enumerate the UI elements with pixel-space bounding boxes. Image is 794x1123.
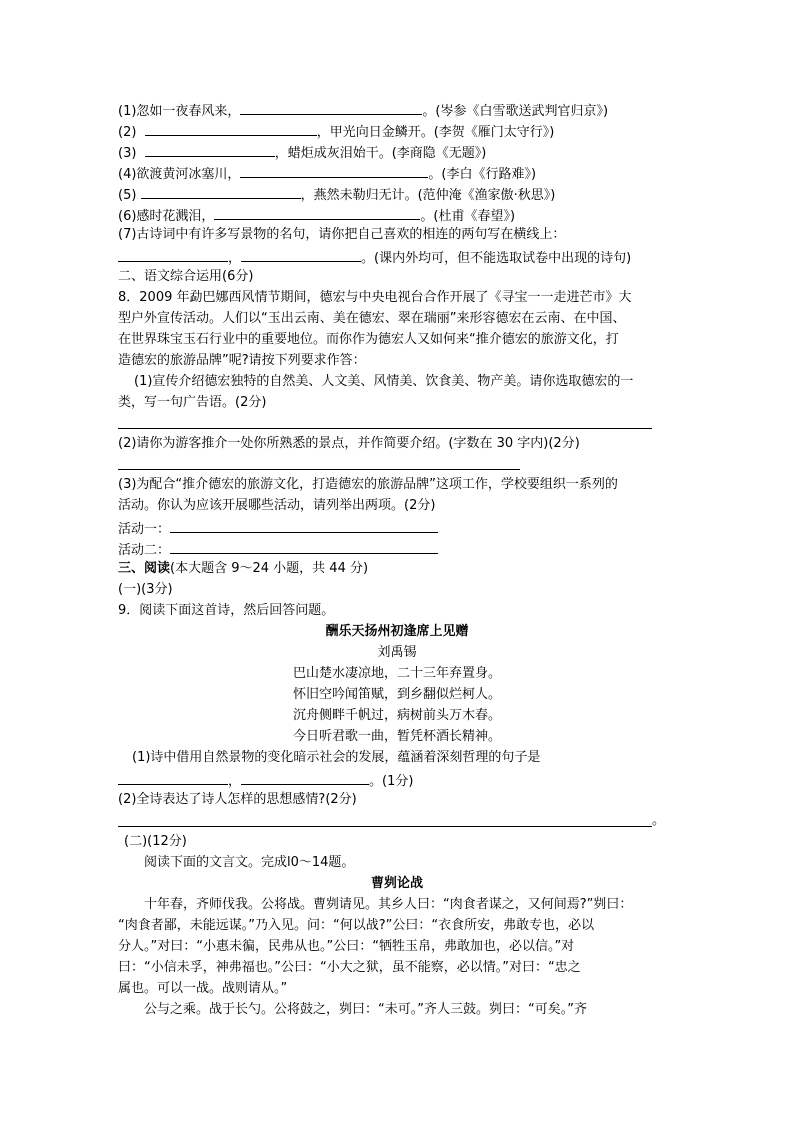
answer-blank[interactable] [118,248,228,262]
answer-blank[interactable] [240,101,422,115]
answer-line[interactable] [118,826,652,827]
activity-2 [118,540,438,559]
section-3-heading [118,561,368,577]
fill-in-question-4 [118,164,536,183]
question-source: 。(李白《行路难》) [428,167,537,182]
fill-in-question-3 [118,143,486,162]
question-number: (2) [118,125,137,140]
answer-blank[interactable] [241,248,361,262]
answer-blank[interactable] [141,185,301,199]
question-9-1: (1)诗中借用自然景物的变化暗示社会的发展，蕴涵着深刻哲理的句子是 [132,750,541,765]
section-3-heading-bold: 三、阅读 [118,561,171,576]
question-8-1-line: 类，写一句广告语。(2分) [118,395,267,410]
answer-line[interactable] [118,428,652,429]
question-number: (5) [118,188,137,203]
answer-blank[interactable] [240,164,428,178]
question-9-2: (2)全诗表达了诗人怎样的思想感情?(2分) [118,792,357,807]
poem-title: 酬乐天扬州初逢席上见赠 [325,624,469,639]
activity-label: 活动二： [118,543,171,558]
answer-line-end: 。 [652,813,666,828]
answer-blank[interactable] [170,519,438,533]
question-text: (1)忽如一夜春风来， [118,104,241,119]
question-source: ，燕然未勒归无计。(范仲淹《渔家傲·秋思》) [300,188,556,203]
fill-in-question-2 [118,122,554,141]
activity-1 [118,519,438,538]
question-8-line: 型户外宣传活动。人们以“玉出云南、美在德宏、翠在瑞丽”来形容德宏在云南、在中国、 [118,311,626,326]
question-8-line: 在世界珠宝玉石行业中的重要地位。而你作为德宏人又如何来“推介德宏的旅游文化，打 [118,332,619,347]
answer-blank[interactable] [214,206,420,220]
question-text: (6)感时花溅泪， [118,209,215,224]
prose-line: 曰：“小信未孚，神弗福也。”公曰：“小大之狱，虽不能察，必以情。”对曰：“忠之 [118,960,581,975]
question-8-line: 造德宏的旅游品牌”呢?请按下列要求作答： [118,353,366,368]
question-9: 9．阅读下面这首诗，然后回答问题。 [118,603,335,618]
part-2-heading: (二)(12分) [124,834,187,849]
poem-line: 今日听君歌一曲，暂凭杯酒长精神。 [292,729,501,744]
prose-line: “肉食者鄙，未能远谋。”乃入见。问：“何以战?”公曰：“衣食所安，弗敢专也，必以 [118,918,595,933]
prose-line: 属也。可以一战。战则请从。” [118,981,288,996]
question-score: 。(1分) [369,774,414,789]
question-8-2: (2)请你为游客推介一处你所熟悉的景点，并作简要介绍。(字数在 30 字内)(2分) [118,436,580,451]
question-source: ，蜡炬成灰泪始干。(李商隐《无题》) [274,146,487,161]
separator-text: ， [228,251,242,266]
question-8-1-line: (1)宣传介绍德宏独特的自然美、人文美、风情美、饮食美、物产美。请你选取德宏的一 [134,374,634,389]
question-note: 。(课内外均可，但不能选取试卷中出现的诗句) [361,251,632,266]
poem-author: 刘禹锡 [377,645,417,660]
poem-line: 怀旧空吟闻笛赋，到乡翻似烂柯人。 [292,687,501,702]
fill-in-question-5 [118,185,555,204]
question-8-3-line: (3)为配合“推介德宏的旅游文化，打造德宏的旅游品牌”这项工作，学校要组织一系列的 [118,477,618,492]
answer-blank[interactable] [118,771,228,785]
answer-blank[interactable] [145,143,275,157]
prose-line: 十年春，齐师伐我。公将战。曹刿请见。其乡人曰：“肉食者谋之，又何间焉?”刿曰： [144,897,633,912]
question-source: ，甲光向日金鳞开。(李贺《雁门太守行》) [316,125,555,140]
question-source: 。(杜甫《春望》) [420,209,516,224]
fill-in-question-6 [118,206,515,225]
separator-text: ， [228,774,242,789]
question-source: 。(岑参《白雪歌送武判官归京》) [422,104,609,119]
question-text: (4)欲渡黄河冰塞川， [118,167,241,182]
fill-in-question-7-answer [118,248,631,267]
answer-blank[interactable] [170,540,438,554]
poem-line: 沉舟侧畔千帆过，病树前头万木春。 [292,708,501,723]
poem-line: 巴山楚水凄凉地，二十三年弃置身。 [292,666,501,681]
question-9-1-answer [118,771,413,790]
answer-blank[interactable] [145,122,317,136]
question-8-line: 8．2009 年勐巴娜西风情节期间，德宏与中央电视台合作开展了《寻宝一一走进芒市》大 [118,290,632,305]
answer-line[interactable] [118,469,520,470]
prose-title: 曹刿论战 [370,876,423,891]
answer-blank[interactable] [241,771,369,785]
fill-in-question-7-prompt: (7)古诗词中有许多写景物的名句，请你把自己喜欢的相连的两句写在横线上： [118,227,566,242]
part-1-heading: (一)(3分) [118,582,173,597]
activity-label: 活动一： [118,522,171,537]
section-2-heading: 二、语文综合运用(6分) [118,269,254,284]
reading-intro: 阅读下面的文言文。完成l0～14题。 [144,855,355,870]
prose-line: 分人。”对曰：“小惠未徧，民弗从也。”公曰：“牺牲玉帛，弗敢加也，必以信。”对 [118,939,575,954]
question-number: (3) [118,146,137,161]
fill-in-question-1 [118,101,608,120]
prose-line: 公与之乘。战于长勺。公将鼓之，刿曰：“未可。”齐人三鼓。刿曰：“可矣。”齐 [144,1002,587,1017]
section-3-heading-note: (本大题含 9～24 小题，共 44 分) [170,561,369,576]
question-8-3-line: 活动。你认为应该开展哪些活动，请列举出两项。(2分) [118,498,436,513]
